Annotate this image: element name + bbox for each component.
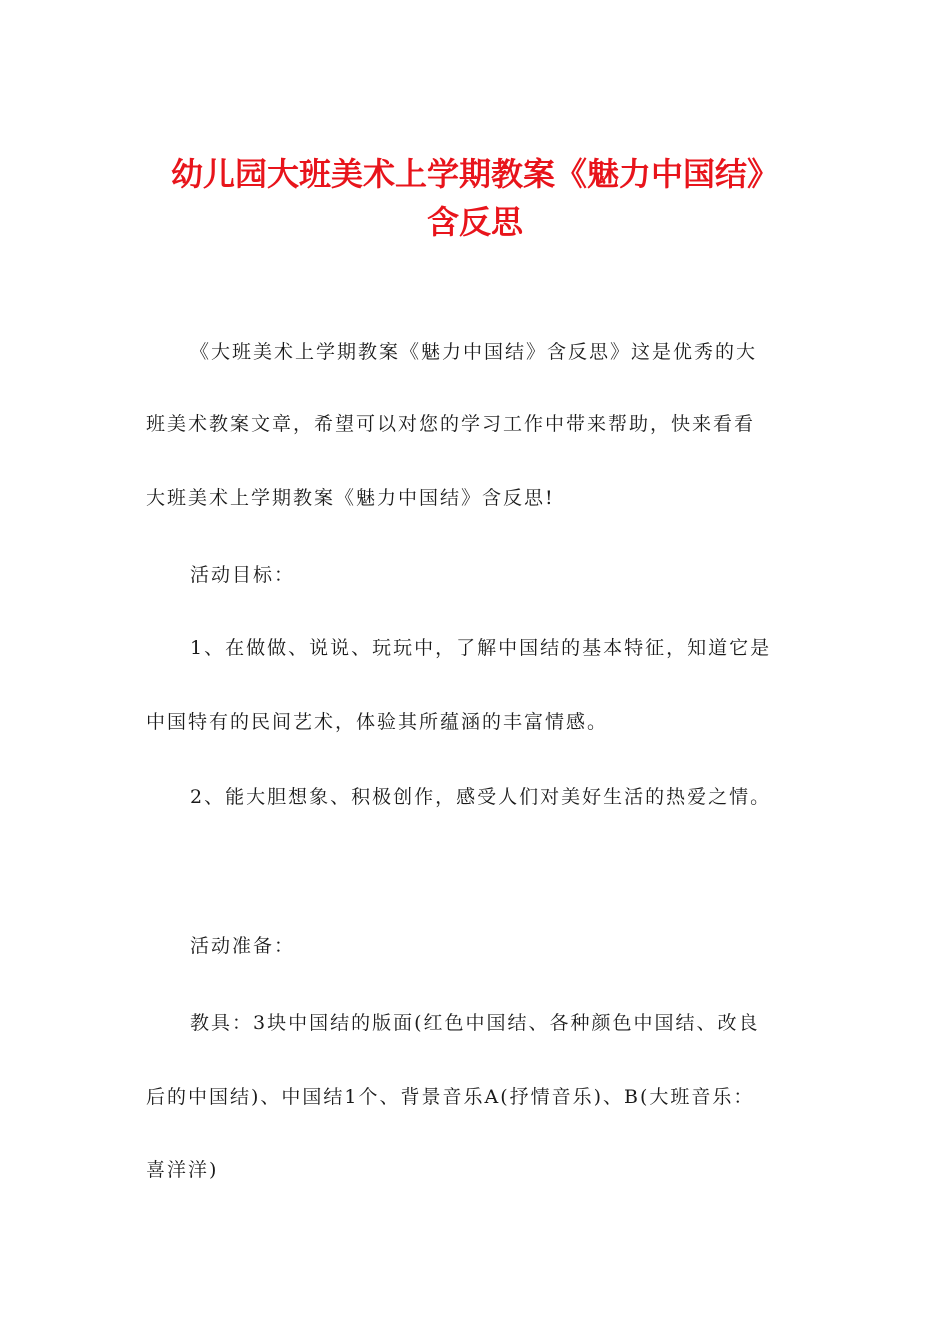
goal-1-line-1: 1、在做做、说说、玩玩中，了解中国结的基本特征，知道它是	[190, 637, 772, 659]
intro-line-2: 班美术教案文章，希望可以对您的学习工作中带来帮助，快来看看	[146, 413, 756, 435]
goal-2: 2、能大胆想象、积极创作，感受人们对美好生活的热爱之情。	[190, 786, 772, 808]
preparation-line-3: 喜洋洋)	[146, 1159, 219, 1181]
section-heading-preparation: 活动准备：	[190, 935, 296, 957]
intro-line-1: 《大班美术上学期教案《魅力中国结》含反思》这是优秀的大	[190, 341, 758, 363]
section-heading-goals: 活动目标：	[190, 564, 296, 586]
goal-1-line-2: 中国特有的民间艺术，体验其所蕴涵的丰富情感。	[146, 711, 609, 733]
preparation-line-1: 教具：3块中国结的版面(红色中国结、各种颜色中国结、改良	[190, 1012, 760, 1034]
preparation-line-2: 后的中国结)、中国结1个、背景音乐A(抒情音乐)、B(大班音乐：	[146, 1086, 755, 1108]
document-title-continued: 含反思	[426, 203, 523, 241]
document-title: 幼儿园大班美术上学期教案《魅力中国结》	[170, 155, 779, 193]
intro-line-3: 大班美术上学期教案《魅力中国结》含反思!	[146, 487, 555, 509]
